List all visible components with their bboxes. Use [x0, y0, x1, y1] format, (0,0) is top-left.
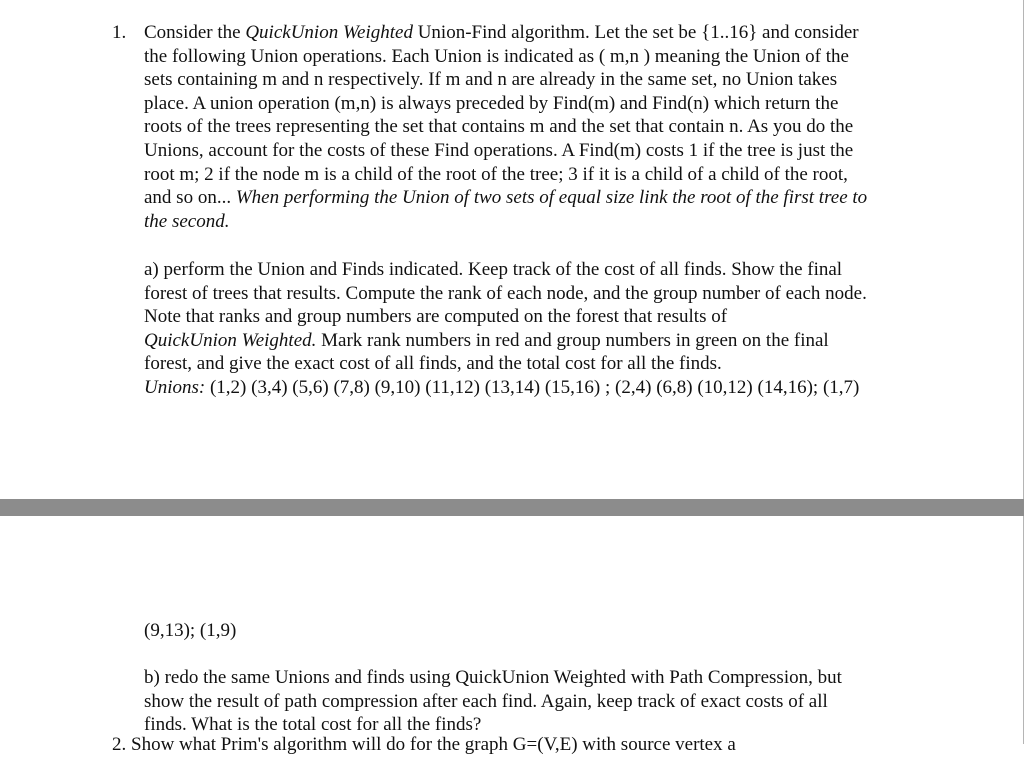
text-line — [144, 68, 867, 92]
text-line — [144, 92, 867, 116]
text-run: sets containing m and n respectively. If m and n are already in the same set, no Union takes — [144, 69, 838, 91]
text-run: (1,2) (3,4) (5,6) (7,8) (9,10) (11,12) (13,14) (15,16) ; (2,4) (6,8) (10,12) (14,16); (1,7) — [205, 376, 860, 398]
text-line — [144, 258, 867, 282]
italic-run: QuickUnion Weighted. — [144, 329, 317, 351]
text-line — [144, 45, 867, 69]
text-run: b) redo the same Unions and finds using QuickUnion Weighted with Path Compression, but — [144, 667, 842, 688]
text-run: place. A union operation (m,n) is always preceded by Find(m) and Find(n) which return the — [144, 92, 839, 114]
text-line — [144, 352, 867, 376]
text-run: Mark rank numbers in red and group numbers in green on the final — [316, 329, 829, 351]
italic-run: Unions: — [144, 376, 206, 398]
text-line — [144, 139, 867, 163]
text-line — [144, 163, 867, 187]
text-run: root m; 2 if the node m is a child of the root of the tree; 3 if it is a child of a child of the root, — [144, 163, 848, 185]
text-line — [144, 186, 867, 210]
text-line — [144, 305, 867, 329]
italic-run: When performing the Union of two sets of equal size link the root of the first tree to — [235, 187, 868, 209]
text-line — [144, 21, 867, 45]
text-run: a) perform the Union and Finds indicated. Keep track of the cost of all finds. Show the final — [144, 259, 843, 280]
text-run: Union-Find algorithm. Let the set be {1..16} and consider — [412, 22, 859, 43]
part-b-text — [144, 666, 842, 737]
text-run: finds. What is the total cost for all the finds? — [144, 714, 482, 736]
text-line — [144, 690, 842, 714]
text-line — [144, 282, 867, 306]
question-intro — [144, 21, 867, 233]
text-line — [144, 115, 867, 139]
text-run: Note that ranks and group numbers are computed on the forest that results of — [144, 306, 728, 328]
next-question-cutoff: 2. Show what Prim's algorithm will do for the graph G=(V,E) with source vertex a — [112, 734, 736, 755]
text-run: forest, and give the exact cost of all finds, and the total cost for all the finds. — [144, 353, 722, 375]
text-run: Unions, account for the costs of these Find operations. A Find(m) costs 1 if the tree is just the — [144, 139, 854, 161]
text-run: Consider the — [144, 22, 246, 43]
unions-continued: (9,13); (1,9) — [144, 620, 237, 641]
text-line — [144, 210, 867, 234]
part-a-text — [144, 258, 867, 400]
question-number: 1. — [112, 22, 127, 43]
text-line — [144, 376, 867, 400]
text-line — [144, 666, 842, 690]
italic-run: QuickUnion Weighted — [245, 22, 413, 43]
text-run: roots of the trees representing the set that contains m and the set that contain n. As you do the — [144, 116, 854, 138]
text-run: and so on... — [144, 187, 236, 209]
text-line — [144, 329, 867, 353]
italic-run: the second. — [144, 210, 230, 232]
text-run: show the result of path compression after each find. Again, keep track of exact costs of all — [144, 690, 828, 712]
text-run: forest of trees that results. Compute the rank of each node, and the group number of each node. — [144, 282, 867, 304]
text-run: the following Union operations. Each Union is indicated as ( m,n ) meaning the Union of the — [144, 45, 849, 67]
page-separator — [0, 499, 1024, 516]
